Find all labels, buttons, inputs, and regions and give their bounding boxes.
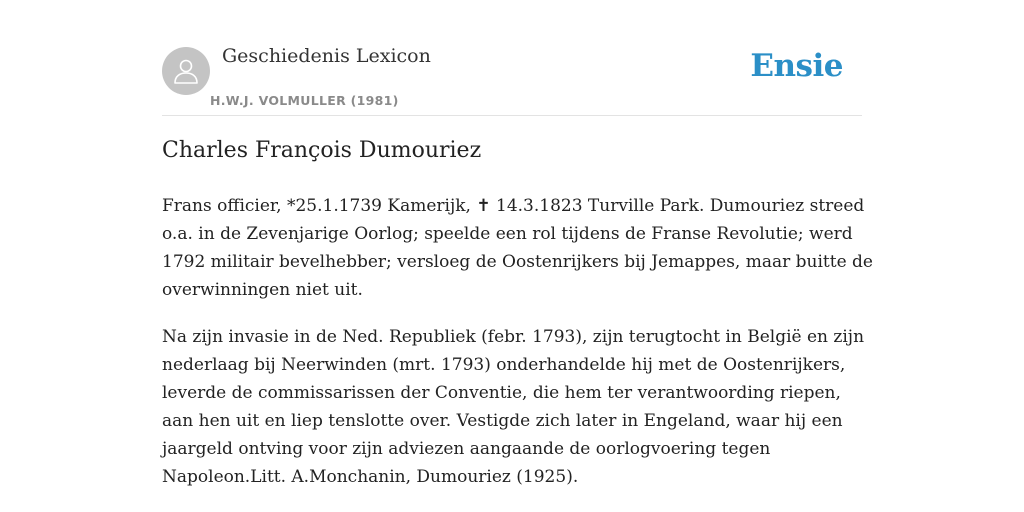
paragraph-line: Na zijn invasie in de Ned. Republiek (febr. 1793), zijn terugtocht in België en zijn <box>162 327 865 347</box>
source-header <box>162 44 862 116</box>
user-icon <box>171 56 201 86</box>
ensie-logo[interactable]: Ensie <box>750 48 843 84</box>
avatar[interactable] <box>162 47 210 95</box>
paragraph-line: Frans officier, *25.1.1739 Kamerijk, ✝ 14.3.1823 Turville Park. Dumouriez streed <box>162 196 865 216</box>
source-author: H.W.J. VOLMULLER (1981) <box>210 93 399 108</box>
article-title: Charles François Dumouriez <box>162 138 482 163</box>
paragraph-line: 1792 militair bevelhebber; versloeg de Oostenrijkers bij Jemappes, maar buitte de <box>162 252 873 272</box>
source-title-link[interactable]: Geschiedenis Lexicon <box>222 45 431 67</box>
paragraph-line: aan hen uit en liep tenslotte over. Vestigde zich later in Engeland, waar hij een <box>162 411 843 431</box>
paragraph-line: overwinningen niet uit. <box>162 280 363 300</box>
paragraph-line: nederlaag bij Neerwinden (mrt. 1793) onderhandelde hij met de Oostenrijkers, <box>162 355 846 375</box>
paragraph-line: o.a. in de Zevenjarige Oorlog; speelde een rol tijdens de Franse Revolutie; werd <box>162 224 853 244</box>
article-paragraph-1 <box>162 192 873 304</box>
article-paragraph-2 <box>162 323 865 491</box>
paragraph-line: jaargeld ontving voor zijn adviezen aangaande de oorlogvoering tegen <box>162 439 771 459</box>
paragraph-line: leverde de commissarissen der Conventie, die hem ter verantwoording riepen, <box>162 383 841 403</box>
paragraph-line: Napoleon.Litt. A.Monchanin, Dumouriez (1925). <box>162 467 579 487</box>
